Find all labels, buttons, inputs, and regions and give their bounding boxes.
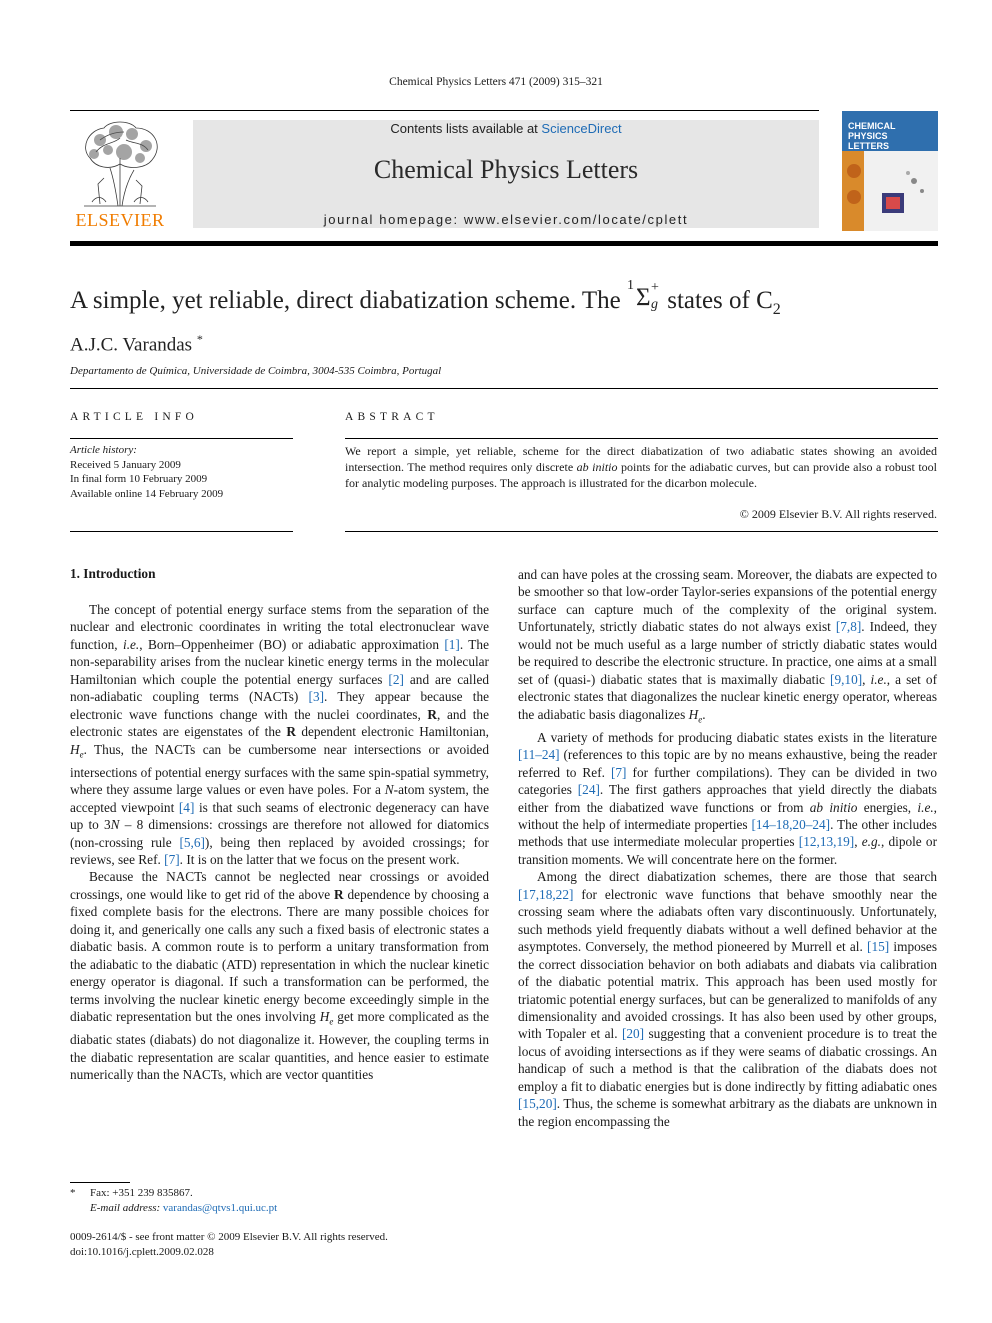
footnote-rule <box>70 1182 130 1183</box>
reference-link[interactable]: [4] <box>178 799 195 815</box>
footnote-fax: * Fax: +351 239 835867. <box>70 1187 193 1199</box>
history-received: Received 5 January 2009 <box>70 458 181 471</box>
italic-text: i.e. <box>870 671 887 687</box>
reference-link[interactable]: [20] <box>621 1026 645 1042</box>
journal-homepage[interactable]: journal homepage: www.elsevier.com/locate/cplett <box>323 212 689 227</box>
subscript: e <box>329 1016 334 1027</box>
abstract-bottom-rule <box>345 531 938 532</box>
reference-link[interactable]: [17,18,22] <box>518 886 574 902</box>
article-history <box>70 443 223 501</box>
reference-link[interactable]: [15] <box>867 939 890 955</box>
section-heading-introduction: 1. Introduction <box>70 566 156 581</box>
reference-link[interactable]: [2] <box>388 671 404 687</box>
italic-text: ab initio <box>809 799 858 815</box>
doi-line[interactable]: doi:10.1016/j.cplett.2009.02.028 <box>70 1245 214 1258</box>
reference-link[interactable]: [15,20] <box>518 1096 557 1112</box>
paragraph: The concept of potential energy surface stems from the separation of the nuclear and electronic coordinates in writing the total electronuclear wave function, i.e., Born–Oppenheimer (BO) or adiabatic approximation [1]. The non-separability arises from the nuclear kinetic energy terms in the molecular Hamiltonian which couple the potential energy surfaces [2] and are called non-adiabatic coupling terms (NACTs) [3]. They appear because the electronic wave functions change with the nuclei coordinates, R, and the electronic states are eigenstates of the R dependent electronic Hamiltonian, $H_e$. Thus, the NACTs can be cumbersome near intersections or avoided intersections of potential energy surfaces with the same spin-spatial symmetry, where they assume large values or even have poles. For a N-atom system, the accepted viewpoint [4] is that such seams of electronic degeneracy can have up to 3N – 8 dimensions: crossings are therefore not allowed for diatomics (non-crossing rule [5,6]), being then replaced by avoided crossings; for reviews, see Ref. [7]. It is on the latter that we focus on the present work. <box>70 602 490 867</box>
journal-cover[interactable] <box>842 111 938 231</box>
author-footnote-mark[interactable]: * <box>196 332 203 346</box>
article-info-bottom-rule <box>70 531 293 532</box>
italic-text: e.g. <box>861 834 881 850</box>
italic-text: N <box>110 817 120 833</box>
author-name: A.J.C. Varandas * <box>70 332 203 356</box>
cover-title: CHEMICAL PHYSICS LETTERS <box>848 121 896 151</box>
reference-link[interactable]: [12,13,19] <box>798 834 855 850</box>
journal-citation: Chemical Physics Letters 471 (2009) 315–321 <box>389 76 603 88</box>
publisher-name: ELSEVIER <box>75 210 165 230</box>
reference-link[interactable]: [24] <box>577 782 600 798</box>
article-info-heading: ARTICLE INFO <box>70 411 198 423</box>
abstract-copyright: © 2009 Elsevier B.V. All rights reserved. <box>739 507 937 521</box>
paragraph: Because the NACTs cannot be neglected near crossings or avoided crossings, one would like to get rid of the above R dependence by choosing a fixed complete basis for the electrons. There are many possible choices for doing it, and generically one calls any such a fixed basis of electronic states a diabatic basis. A common route is to perform a unitary transformation from the adiabatic to the diabatic (ATD) representation in which the nuclear kinetic energy operator is diagonal. If such a transformation can be performed, the terms involving the nuclear kinetic energy become exceedingly simple in the diabatic representation but the ones involving $H_e$ get more complicated as the diabatic states (diabats) do not diagonalize it. However, the coupling terms in the diabatic representation are scalar quantities, and hence easier to estimate numerically than the NACTs, which are vector quantities <box>70 869 489 1083</box>
body-column-right <box>518 566 937 1130</box>
abstract-rule <box>345 438 938 439</box>
elsevier-logo[interactable] <box>70 118 170 232</box>
sciencedirect-link[interactable]: ScienceDirect <box>541 121 622 136</box>
subscript: e <box>79 749 84 760</box>
reference-link[interactable]: [11–24] <box>518 747 560 763</box>
front-matter-info <box>70 1230 388 1259</box>
history-online: Available online 14 February 2009 <box>70 487 224 500</box>
footnote <box>70 1186 277 1215</box>
header-thick-rule <box>70 241 938 246</box>
italic-text: N <box>384 782 394 798</box>
sigma-term: 1 Σ + g <box>626 278 659 312</box>
affiliation-rule <box>70 388 938 389</box>
reference-link[interactable]: [7,8] <box>835 619 862 635</box>
history-label: Article history: <box>70 444 137 456</box>
subscript: e <box>698 714 703 725</box>
email-link[interactable]: varandas@qtvs1.qui.uc.pt <box>162 1201 278 1214</box>
cover-art-icon <box>842 151 938 231</box>
bold-symbol: R <box>427 706 438 722</box>
reference-link[interactable]: [9,10] <box>830 671 863 687</box>
bold-symbol: R <box>334 886 344 902</box>
abstract-heading: ABSTRACT <box>345 411 439 423</box>
italic-text: i.e. <box>917 799 934 815</box>
reference-link[interactable]: [5,6] <box>179 834 205 850</box>
footnote-email: E-mail address: varandas@qtvs1.qui.uc.pt <box>90 1201 278 1214</box>
italic-text: H <box>319 1009 330 1025</box>
reference-link[interactable]: [14–18,20–24] <box>751 817 831 832</box>
paragraph: A variety of methods for producing diabatic states exists in the literature [11–24] (references to this topic are by no means exhaustive, being the reader referred to Ref. [7] for further compilations). They can be divided in two categories [24]. The first gathers approaches that yield directly the diabats either from the diabatized wave functions or from ab initio energies, i.e., without the help of intermediate properties [14–18,20–24]. The other includes methods that use intermediate molecular properties [12,13,19], e.g., dipole or transition moments. We will concentrate here on the former. <box>518 729 937 867</box>
reference-link[interactable]: [1] <box>444 636 460 652</box>
paper-title: A simple, yet reliable, direct diabatization scheme. The 1 Σ + g states of $C_2$ <box>70 278 781 318</box>
bold-symbol: R <box>286 724 296 740</box>
italic-text: i.e. <box>123 636 140 652</box>
reference-link[interactable]: [7] <box>610 764 627 780</box>
contents-prefix: Contents lists available at <box>390 121 542 136</box>
paragraph: Among the direct diabatization schemes, there are those that search [17,18,22] for electronic wave functions that behave smoothly near the crossing seam where the adiabats often vary discontinuously. Unfortunately, such methods yield frequently diabats without a well defined behavior at the asymptotes. Conversely, the method pioneered by Murrell et al. [15] imposes the correct dissociation behavior on both adiabats and diabats via calibration of the diabatic potential matrix. This approach has been used mostly for triatomic potential energy surfaces, but can be generalized to manifolds of any dimensionality and avoided crossings. It has also been used by other groups, with Topaler et al. [20] suggesting that a convenient procedure is to treat the locus of avoiding intersections as if they were seams of diabatic crossings. An handicap of such a method is that the calibration of the diabats does not employ a fit to diabatic energies but is done indirectly by fitting adiabatic ones [15,20]. Thus, the scheme is somewhat arbitrary as the diabats are unknown in the region encompassing the <box>518 869 937 1129</box>
paragraph: and can have poles at the crossing seam. Moreover, the diabats are expected to be smoother so that low-order Taylor-series expansions of the potential energy surface can capture much of the complexity of the original system. Unfortunately, strictly diabatic states do not always exist [7,8]. Indeed, they would not be much useful as a large number of strictly diabatic states would be required to describe the electronic structure. In practice, one aims at a small set of (quasi-) diabatic states that is maximally diabatic [9,10], i.e., a set of electronic states that diagonalizes the nuclear kinetic energy operator, whereas the adiabatic basis diagonalizes $H_e$. <box>518 567 937 725</box>
issn-line: 0009-2614/$ - see front matter © 2009 Elsevier B.V. All rights reserved. <box>70 1231 388 1243</box>
reference-link[interactable]: [3] <box>308 689 325 705</box>
history-final-form: In final form 10 February 2009 <box>70 473 208 485</box>
reference-link[interactable]: [7] <box>164 852 180 867</box>
affiliation: Departamento de Química, Universidade de Coimbra, 3004-535 Coimbra, Portugal <box>70 365 442 377</box>
article-info-rule <box>70 438 293 439</box>
italic-text: H <box>688 706 699 722</box>
body-column-left <box>70 601 489 1084</box>
header-top-rule <box>70 110 819 111</box>
italic-text: H <box>70 741 80 757</box>
contents-line <box>193 121 819 136</box>
abstract-text: We report a simple, yet reliable, scheme for the direct diabatization of two adiabatic states showing an avoided intersection. The method requires only discrete ab initio points for the adiabatic curves, but can provide also a robust tool for analytic modeling purposes. The approach is illustrated for the dicarbon molecule. <box>345 444 937 490</box>
journal-name: Chemical Physics Letters <box>373 155 639 184</box>
